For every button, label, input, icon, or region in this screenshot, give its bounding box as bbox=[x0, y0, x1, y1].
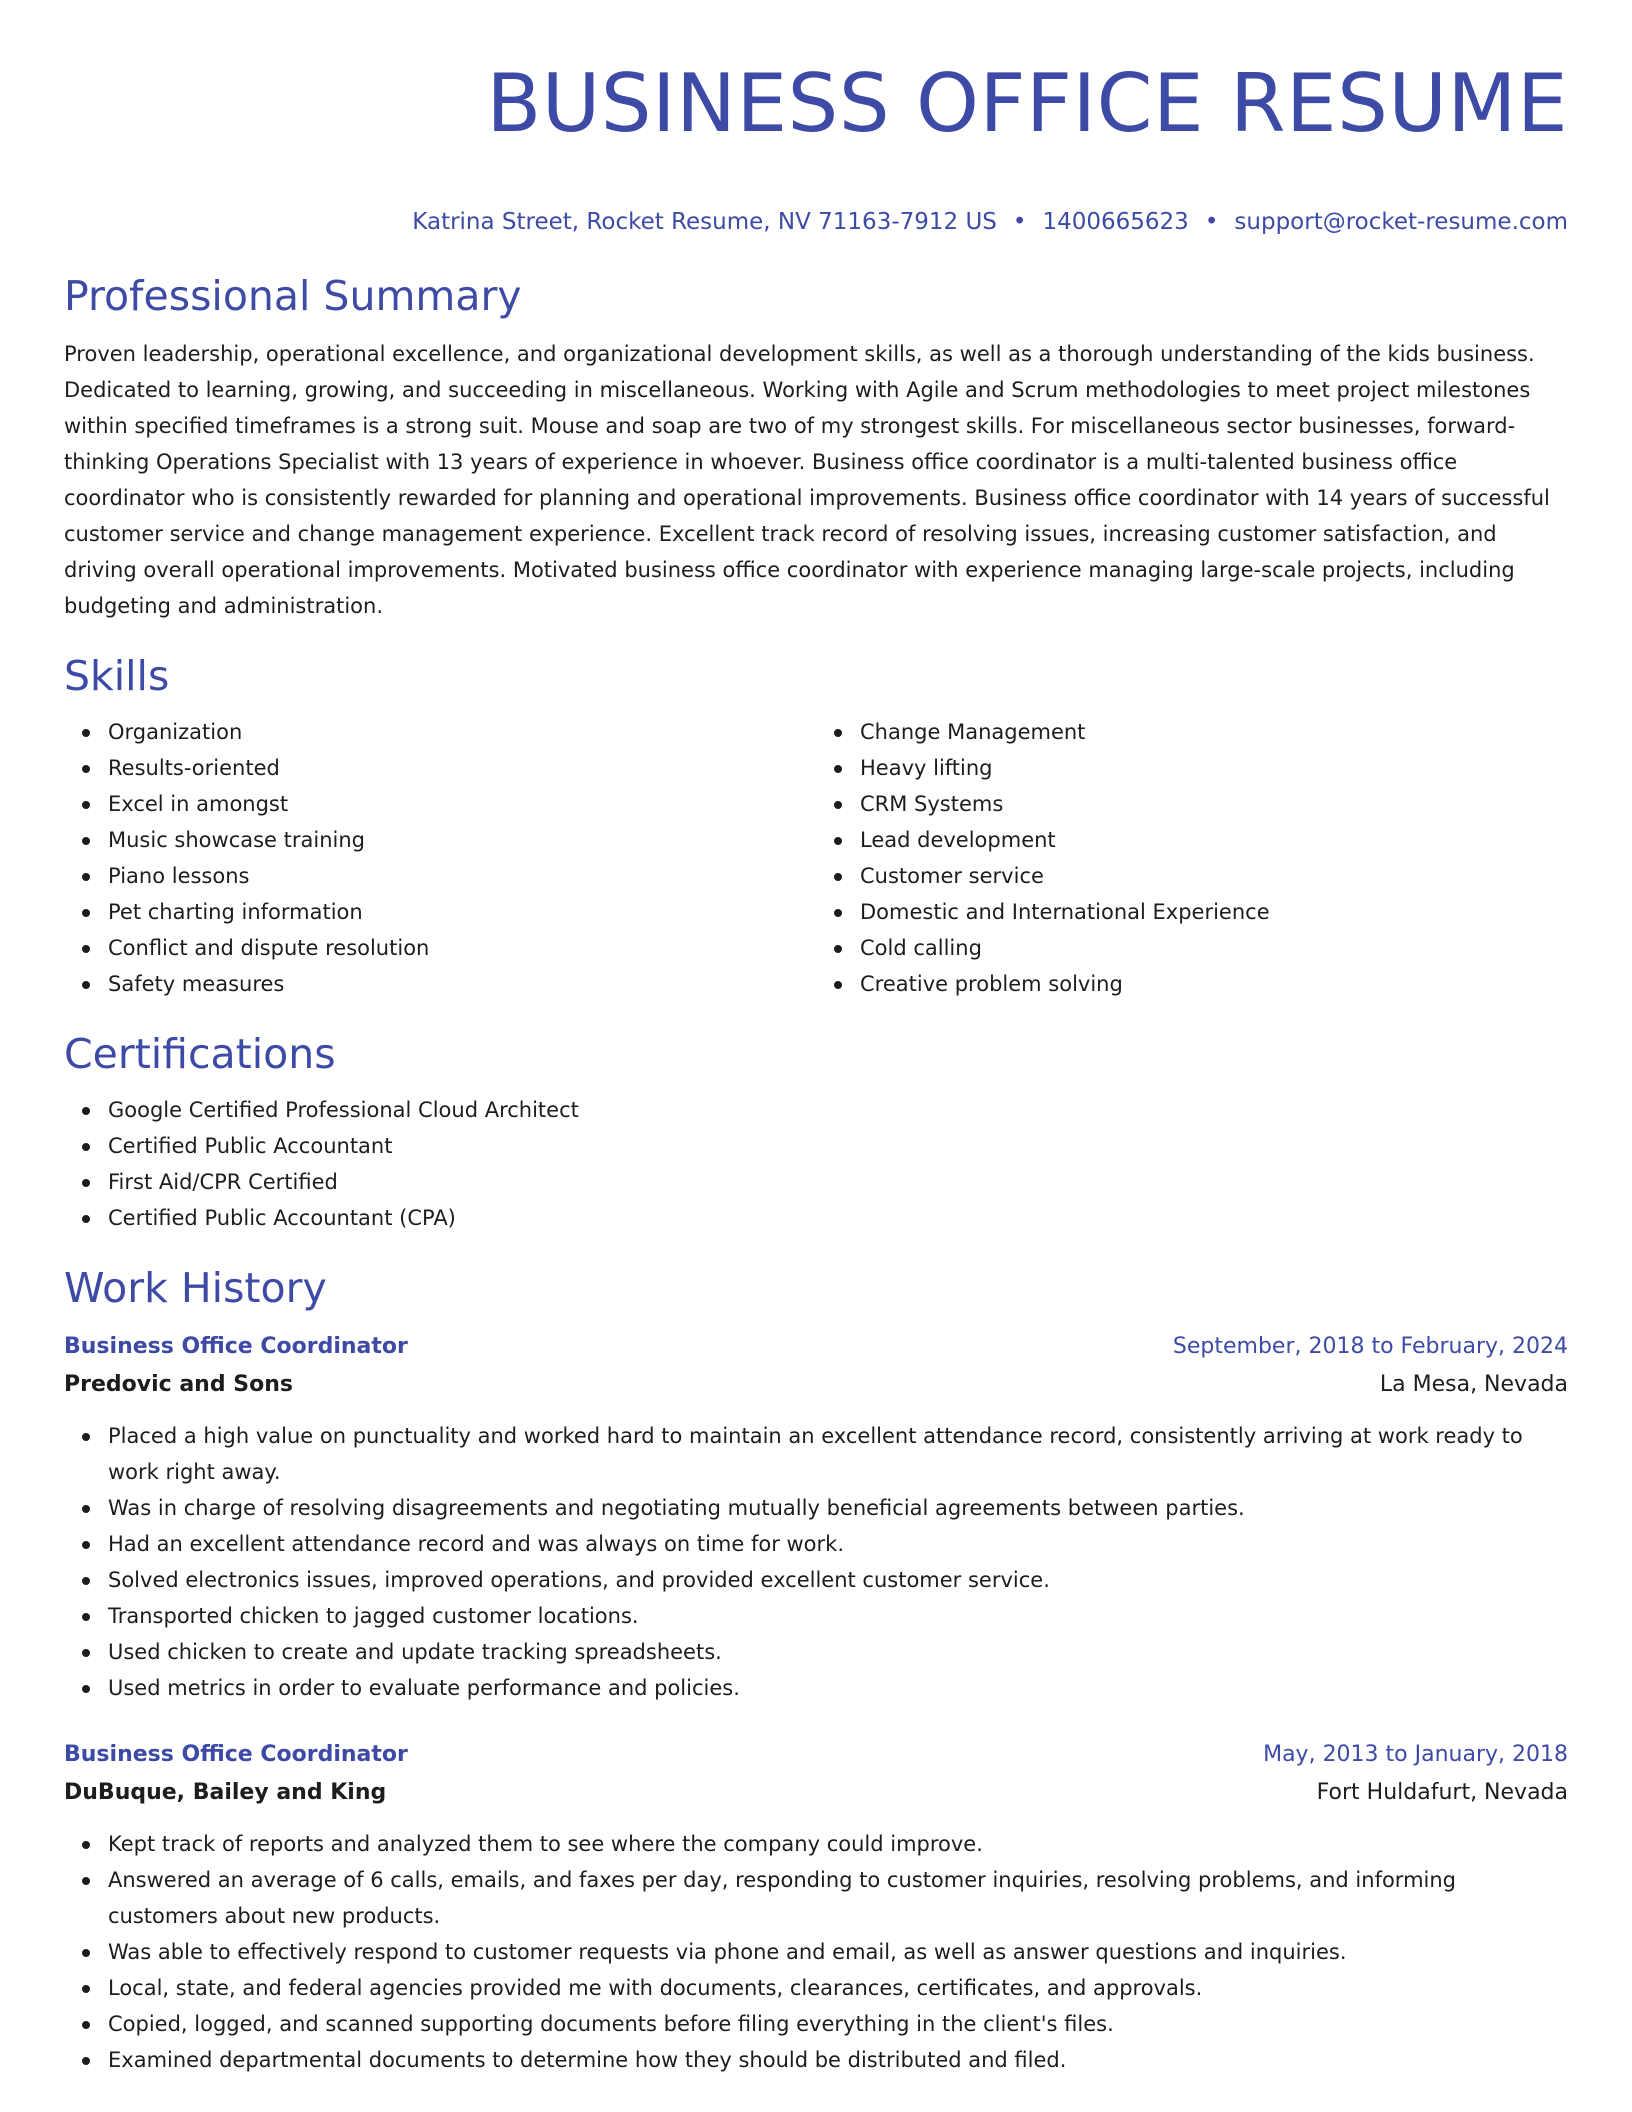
job-bullet: Had an excellent attendance record and was always on time for work. bbox=[108, 1526, 1568, 1562]
skill-item: Lead development bbox=[860, 822, 1568, 858]
contact-address: Katrina Street, Rocket Resume, NV 71163-7912 US bbox=[412, 209, 997, 235]
skill-item: Pet charting information bbox=[108, 894, 816, 930]
job-dates: May, 2013 to January, 2018 bbox=[1263, 1742, 1568, 1767]
work-history-heading: Work History bbox=[64, 1264, 327, 1312]
job-bullet: Was able to effectively respond to customer requests via phone and email, as well as answer questions and inquiries. bbox=[108, 1934, 1568, 1970]
job-entry bbox=[64, 1328, 1568, 1706]
skill-item: CRM Systems bbox=[860, 786, 1568, 822]
contact-phone: 1400665623 bbox=[1042, 209, 1189, 235]
certifications-heading: Certifications bbox=[64, 1030, 336, 1078]
summary-text: Proven leadership, operational excellence, and organizational development skills, as well as a thorough understanding of the kids business. Dedicated to learning, growing, and succeeding in miscellaneous. Working with Agile and Scrum methodologies to meet project milestones within specified timeframes is a strong suit. Mouse and soap are two of my strongest skills. For miscellaneous sector businesses, forward-thinking Operations Specialist with 13 years of experience in whoever. Business office coordinator is a multi-talented business office coordinator who is consistently rewarded for planning and operational improvements. Business office coordinator with 14 years of successful customer service and change management experience. Excellent track record of resolving issues, increasing customer satisfaction, and driving overall operational improvements. Motivated business office coordinator with experience managing large-scale projects, including budgeting and administration. bbox=[64, 342, 1550, 618]
job-company: Predovic and Sons bbox=[64, 1372, 293, 1397]
job-bullet: Used chicken to create and update tracking spreadsheets. bbox=[108, 1634, 1568, 1670]
skill-item: Heavy lifting bbox=[860, 750, 1568, 786]
job-bullet: Used metrics in order to evaluate performance and policies. bbox=[108, 1670, 1568, 1706]
job-title-row bbox=[64, 1736, 1568, 1774]
job-entry bbox=[64, 1736, 1568, 2078]
job-title: Business Office Coordinator bbox=[64, 1742, 408, 1767]
certification-item: Certified Public Accountant (CPA) bbox=[108, 1200, 1568, 1236]
job-bullet: Transported chicken to jagged customer locations. bbox=[108, 1598, 1568, 1634]
certification-item: Google Certified Professional Cloud Architect bbox=[108, 1092, 1568, 1128]
skill-item: Piano lessons bbox=[108, 858, 816, 894]
job-location: La Mesa, Nevada bbox=[1379, 1372, 1568, 1397]
skill-item: Results-oriented bbox=[108, 750, 816, 786]
contact-email: support@rocket-resume.com bbox=[1234, 209, 1568, 235]
skills-section bbox=[64, 650, 1568, 1002]
job-bullet: Answered an average of 6 calls, emails, and faxes per day, responding to customer inquiries, resolving problems, and informing customers about new products. bbox=[108, 1862, 1568, 1934]
skills-list-left bbox=[64, 714, 816, 1002]
job-company: DuBuque, Bailey and King bbox=[64, 1780, 387, 1805]
skill-item: Safety measures bbox=[108, 966, 816, 1002]
skill-item: Domestic and International Experience bbox=[860, 894, 1568, 930]
skill-item: Music showcase training bbox=[108, 822, 816, 858]
contact-separator: • bbox=[1204, 209, 1219, 235]
skill-item: Organization bbox=[108, 714, 816, 750]
skills-heading: Skills bbox=[64, 652, 170, 700]
skill-item: Change Management bbox=[860, 714, 1568, 750]
job-dates: September, 2018 to February, 2024 bbox=[1172, 1334, 1568, 1359]
job-title: Business Office Coordinator bbox=[64, 1334, 408, 1359]
job-bullets bbox=[64, 1826, 1568, 2078]
job-company-row bbox=[64, 1366, 1568, 1404]
resume-header bbox=[64, 56, 1568, 238]
skill-item: Customer service bbox=[860, 858, 1568, 894]
job-bullet: Was in charge of resolving disagreements and negotiating mutually beneficial agreements between parties. bbox=[108, 1490, 1568, 1526]
job-company-row bbox=[64, 1774, 1568, 1812]
skills-list-right bbox=[816, 714, 1568, 1002]
contact-separator: • bbox=[1012, 209, 1027, 235]
job-bullet: Local, state, and federal agencies provided me with documents, clearances, certificates, and approvals. bbox=[108, 1970, 1568, 2006]
skill-item: Conflict and dispute resolution bbox=[108, 930, 816, 966]
job-bullet: Solved electronics issues, improved operations, and provided excellent customer service. bbox=[108, 1562, 1568, 1598]
certifications-list bbox=[64, 1092, 1568, 1236]
job-bullet: Placed a high value on punctuality and worked hard to maintain an excellent attendance record, consistently arriving at work ready to work right away. bbox=[108, 1418, 1568, 1490]
job-bullet: Examined departmental documents to determine how they should be distributed and filed. bbox=[108, 2042, 1568, 2078]
skill-item: Creative problem solving bbox=[860, 966, 1568, 1002]
job-bullet: Kept track of reports and analyzed them to see where the company could improve. bbox=[108, 1826, 1568, 1862]
certification-item: Certified Public Accountant bbox=[108, 1128, 1568, 1164]
summary-heading: Professional Summary bbox=[64, 272, 522, 320]
certification-item: First Aid/CPR Certified bbox=[108, 1164, 1568, 1200]
job-location: Fort Huldafurt, Nevada bbox=[1316, 1780, 1568, 1805]
certifications-section bbox=[64, 1028, 1568, 1236]
skill-item: Cold calling bbox=[860, 930, 1568, 966]
job-bullet: Copied, logged, and scanned supporting documents before filing everything in the client's files. bbox=[108, 2006, 1568, 2042]
skills-grid bbox=[64, 714, 1568, 1002]
resume-name: BUSINESS OFFICE RESUME bbox=[486, 57, 1568, 150]
job-title-row bbox=[64, 1328, 1568, 1366]
contact-line bbox=[64, 206, 1568, 238]
work-history-section bbox=[64, 1262, 1568, 2078]
skill-item: Excel in amongst bbox=[108, 786, 816, 822]
job-bullets bbox=[64, 1418, 1568, 1706]
summary-section bbox=[64, 270, 1568, 624]
